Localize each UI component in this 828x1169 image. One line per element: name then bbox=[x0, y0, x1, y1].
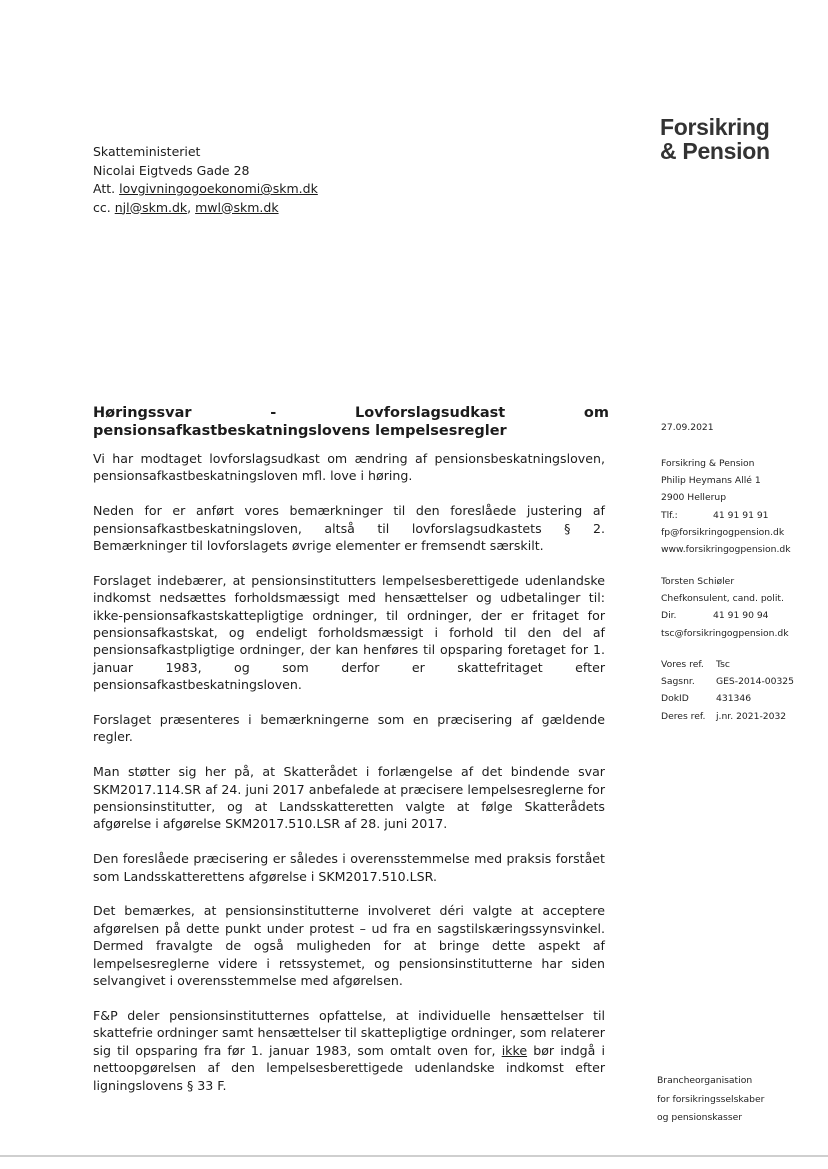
paragraph-3: Forslaget indebærer, at pensionsinstitutters lempelsesberettigede udenlandske indkomst nedsættes forholdsmæssigt med hensættelser og udbetalinger til: ikke-pensionsafkastskattepligtige ordninger, til ordninger, der er fritaget for pensionsafkastskat, og endeligt forholdsmæssigt i forhold til den del af pensionsafkastpligtige ordninger, der kan henføres til opsparing foretaget for 1. januar 1983, og som derfor er skattefritaget efter pensionsafkastbeskatningsloven. bbox=[93, 572, 605, 693]
ref-label: Vores ref. bbox=[661, 659, 704, 670]
recipient-cc bbox=[93, 199, 318, 218]
sender-email[interactable]: fp@forsikringogpension.dk bbox=[661, 526, 785, 538]
paragraph-8-part-2: bør indgå i nettoopgørelsen af den lempelsesberettigede udenlandske indkomst efter ligningslovens § 33 F. bbox=[93, 1042, 606, 1093]
ref-row bbox=[661, 690, 794, 707]
att-email-link[interactable]: lovgivningogoekonomi@skm.dk bbox=[119, 181, 318, 196]
att-prefix: Att. bbox=[93, 181, 120, 196]
footer-line-3: og pensionskasser bbox=[657, 1112, 743, 1123]
footer-line-2: for forsikringsselskaber bbox=[657, 1093, 765, 1105]
footer-line-1: Brancheorganisation bbox=[657, 1075, 753, 1086]
cc-email-link-1[interactable]: njl@skm.dk bbox=[114, 199, 188, 215]
cc-separator: , bbox=[187, 199, 196, 215]
footer-divider bbox=[0, 1155, 828, 1157]
forsikring-pension-logo bbox=[660, 115, 770, 163]
ref-row bbox=[661, 656, 794, 673]
recipient-address bbox=[93, 143, 318, 217]
document-title: Høringssvar - Lovforslagsudkast om pensionsafkastbeskatningslovens lempelsesregler bbox=[93, 405, 609, 439]
sender-org-name: Forsikring & Pension bbox=[661, 458, 755, 469]
direct-label: Dir. bbox=[661, 610, 677, 622]
ref-value: j.nr. 2021-2032 bbox=[716, 710, 787, 722]
contact-direct bbox=[661, 607, 789, 624]
contact-name: Torsten Schiøler bbox=[661, 576, 735, 587]
paragraph-4: Forslaget præsenteres i bemærkningerne som en præcisering af gældende regler. bbox=[93, 712, 605, 745]
paragraph-5: Man støtter sig her på, at Skatterådet i forlængelse af det bindende svar SKM2017.114.SR af 24. juni 2017 anbefalede at præcisere lempelsesreglerne for pensionsinstitutter, og at Landsskatteretten valgte at følge Skatterådets afgørelse i afgørelse SKM2017.510.LSR af 28. juni 2017. bbox=[93, 764, 605, 832]
paragraph-7: Det bemærkes, at pensionsinstitutterne involveret déri valgte at acceptere afgørelsen på dette punkt under protest – ud fra en sagstilskæringssynsvinkel. Dermed fravalgte de også muligheden for at bringe dette aspekt af lempelsesreglerne videre i retssystemet, og pensionsinstitutterne har siden selvangivet i overensstemmelse med afgørelsen. bbox=[93, 903, 605, 989]
recipient-att bbox=[93, 180, 318, 199]
logo-line-2: & Pension bbox=[660, 138, 770, 164]
paragraph-2: Neden for er anført vores bemærkninger til den foreslåede justering af pensionsafkastbeskatningsloven, altså til lovforslagsudkastets § 2. Bemærkninger til lovforslagets øvrige elementer er fremsendt særskilt. bbox=[93, 503, 605, 554]
ref-label: Sagsnr. bbox=[661, 676, 695, 688]
sender-block bbox=[661, 455, 791, 558]
ref-value: GES-2014-00325 bbox=[716, 676, 794, 688]
reference-block bbox=[661, 656, 794, 725]
phone-value: 41 91 91 91 bbox=[713, 509, 769, 521]
phone-label: Tlf.: bbox=[661, 509, 678, 521]
ref-label: Deres ref. bbox=[661, 710, 706, 722]
emphasis-ikke: ikke bbox=[501, 1042, 528, 1058]
sender-city: 2900 Hellerup bbox=[661, 492, 727, 504]
paragraph-1: Vi har modtaget lovforslagsudkast om ændring af pensionsbeskatningsloven, pensionsafkastbeskatningsloven mfl. love i høring. bbox=[93, 451, 605, 484]
paragraph-8 bbox=[93, 1007, 605, 1094]
contact-title: Chefkonsulent, cand. polit. bbox=[661, 593, 784, 605]
direct-value: 41 91 90 94 bbox=[713, 610, 769, 622]
ref-label: DokID bbox=[661, 693, 689, 705]
contact-block bbox=[661, 573, 789, 642]
recipient-name: Skatteministeriet bbox=[93, 144, 201, 159]
ref-value: 431346 bbox=[716, 693, 752, 705]
cc-email-link-2[interactable]: mwl@skm.dk bbox=[195, 199, 279, 215]
ref-row bbox=[661, 708, 794, 725]
ref-value: Tsc bbox=[716, 659, 730, 670]
sender-street: Philip Heymans Allé 1 bbox=[661, 475, 761, 487]
sender-website[interactable]: www.forsikringogpension.dk bbox=[661, 544, 791, 556]
paragraph-8-part-1: F&P deler pensionsinstitutternes opfattelse, at individuelle hensættelser til skattefrie ordninger samt hensættelser til skattepligtige ordninger, som relaterer sig til opsparing fra før 1. januar 1983, som omtalt oven for, bbox=[93, 1007, 605, 1058]
footer-organisation bbox=[657, 1072, 764, 1128]
cc-prefix: cc. bbox=[93, 199, 115, 215]
paragraph-6: Den foreslåede præcisering er således i overensstemmelse med praksis forstået som Landsskatterettens afgørelse i SKM2017.510.LSR. bbox=[93, 851, 605, 884]
recipient-street: Nicolai Eigtveds Gade 28 bbox=[93, 162, 250, 178]
sender-phone bbox=[661, 507, 791, 524]
logo-line-1: Forsikring bbox=[660, 114, 770, 140]
contact-email[interactable]: tsc@forsikringogpension.dk bbox=[661, 627, 789, 639]
ref-row bbox=[661, 673, 794, 690]
letter-body bbox=[93, 450, 605, 1111]
letter-date: 27.09.2021 bbox=[661, 422, 714, 433]
